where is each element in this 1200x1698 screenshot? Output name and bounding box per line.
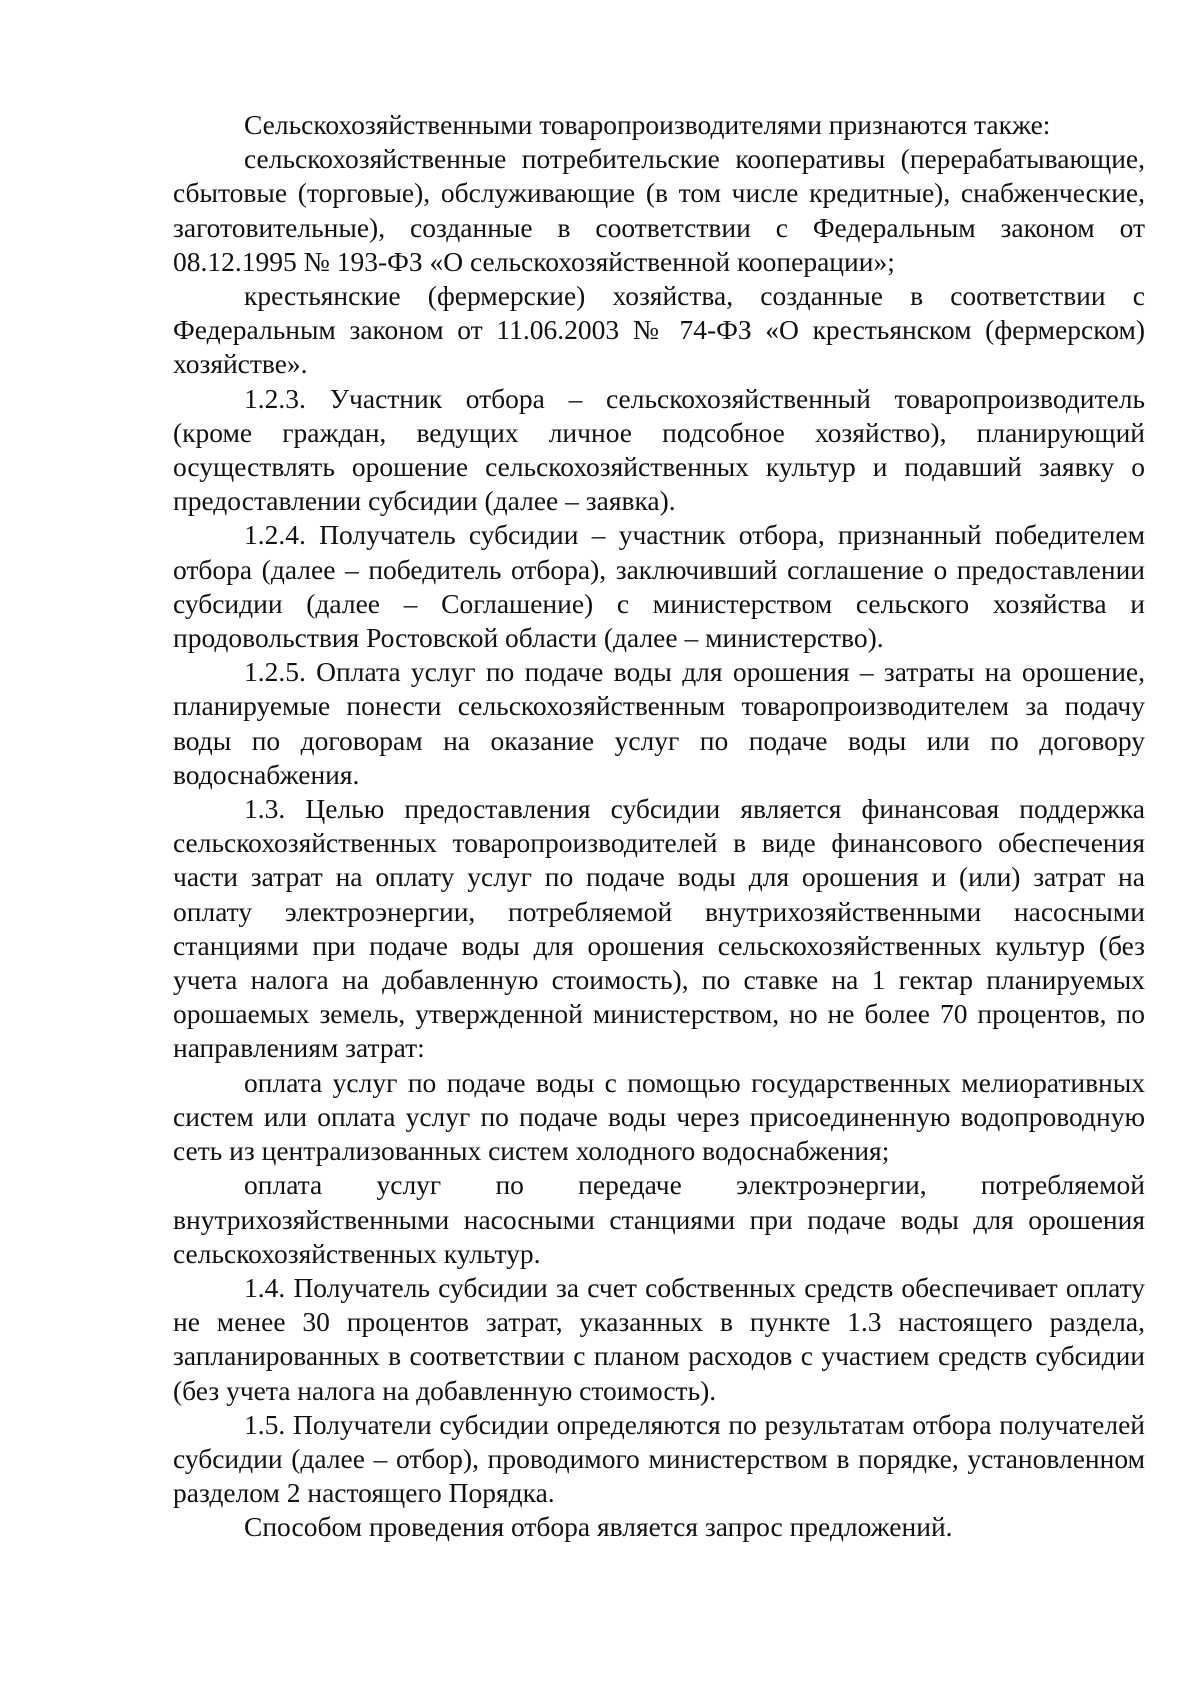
paragraph-1-2-5: 1.2.5. Оплата услуг по подаче воды для орошения – затраты на орошение, планируемые понести сельскохозяйственным товаропроизводителем за подачу воды по договорам на оказание услуг по подаче воды или по договору водоснабжения.: [173, 656, 1145, 790]
paragraph-producers-intro: Сельскохозяйственными товаропроизводителями признаются также:: [244, 109, 1051, 140]
paragraph-1-4: 1.4. Получатель субсидии за счет собственных средств обеспечивает оплату не менее 30 процентов затрат, указанных в пункте 1.3 настоящего раздела, запланированных в соответствии с планом расходов с участием средств субсидии (без учета налога на добавленную стоимость).: [173, 1271, 1145, 1406]
paragraph-cooperatives: сельскохозяйственные потребительские кооперативы (перерабатывающие, сбытовые (торговые), обслуживающие (в том числе кредитные), снабженческие, заготовительные), созданные в соответствии с Федеральным законом от 08.12.1995 № 193-ФЗ «О сельскохозяйственной кооперации»;: [173, 143, 1145, 277]
paragraph-1-2-4: 1.2.4. Получатель субсидии – участник отбора, признанный победителем отбора (далее – победитель отбора), заключивший соглашение о предоставлении субсидии (далее – Соглашение) с министерством сельского хозяйства и продовольствия Ростовской области (далее – министерство).: [173, 519, 1145, 654]
paragraph-1-2-3: 1.2.3. Участник отбора – сельскохозяйственный товаропроизводитель (кроме граждан, ведущих личное подсобное хозяйство), планирующий осуществлять орошение сельскохозяйственных культур и подавший заявку о предоставлении субсидии (далее – заявка).: [173, 382, 1145, 517]
paragraph-1-3: 1.3. Целью предоставления субсидии является финансовая поддержка сельскохозяйственных товаропроизводителей в виде финансового обеспечения части затрат на оплату услуг по подаче воды для орошения и (или) затрат на оплату электроэнергии, потребляемой внутрихозяйственными насосными станциями при подаче воды для орошения сельскохозяйственных культур (без учета налога на добавленную стоимость), по ставке на 1 гектар планируемых орошаемых земель, утвержденной министерством, но не более 70 процентов, по направлениям затрат:: [173, 793, 1145, 1064]
paragraph-1-5: 1.5. Получатели субсидии определяются по результатам отбора получателей субсидии (далее – отбор), проводимого министерством в порядке, установленном разделом 2 настоящего Порядка.: [173, 1408, 1145, 1509]
paragraph-electricity: оплата услуг по передаче электроэнергии, потребляемой внутрихозяйственными насосными станциями при подаче воды для орошения сельскохозяйственных культур.: [173, 1169, 1145, 1269]
document-page: [173, 108, 1145, 1545]
paragraph-farms: крестьянские (фермерские) хозяйства, созданные в соответствии с Федеральным законом от 11.06.2003 № 74-ФЗ «О крестьянском (фермерском) хозяйстве».: [173, 280, 1145, 380]
paragraph-water-supply: оплата услуг по подаче воды с помощью государственных мелиоративных систем или оплата услуг по подаче воды через присоединенную водопроводную сеть из централизованных систем холодного водоснабжения;: [173, 1066, 1145, 1167]
paragraph-selection-method: Способом проведения отбора является запрос предложений.: [244, 1511, 953, 1543]
